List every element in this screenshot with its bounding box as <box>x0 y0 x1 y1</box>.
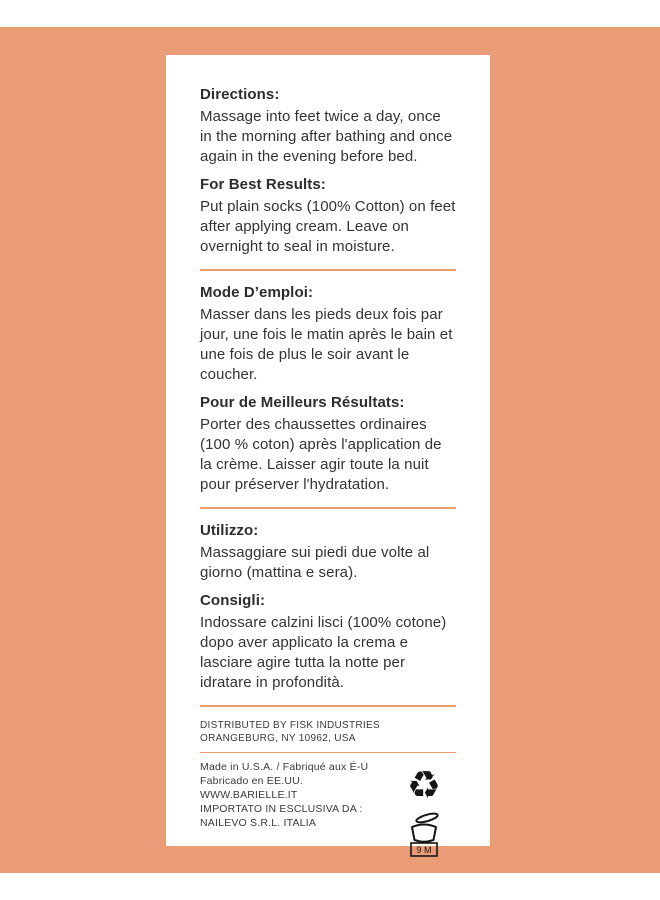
section-divider <box>200 705 456 707</box>
utilizzo-body: Massaggiare sui piedi due volte al giorno (mattina e sera). <box>200 544 430 581</box>
directions-body: Massage into feet twice a day, once in the morning after bathing and once again in the evening before bed. <box>200 108 453 165</box>
import-line: IMPORTATO IN ESCLUSIVA DA : <box>200 803 363 815</box>
section-french <box>200 283 456 495</box>
section-footer <box>200 719 456 890</box>
consigli-heading: Consigli: <box>200 592 266 609</box>
pao-label: 9 M <box>416 845 432 855</box>
directions-heading: Directions: <box>200 86 280 103</box>
section-divider <box>200 507 456 509</box>
website-line: WWW.BARIELLE.IT <box>200 789 298 801</box>
section-italian <box>200 521 456 693</box>
footer-divider <box>200 752 456 753</box>
meilleurs-resultats-body: Porter des chaussettes ordinaires (100 % coton) après l'application de la crème. Laisser agir toute la nuit pour préserver l'hydratation. <box>200 416 442 493</box>
utilizzo-heading: Utilizzo: <box>200 522 259 539</box>
meilleurs-resultats-heading: Pour de Meilleurs Résultats: <box>200 394 405 411</box>
section-divider <box>200 269 456 271</box>
label-panel <box>166 55 490 855</box>
footer-row <box>200 760 456 890</box>
mode-demploi-heading: Mode D’emploi: <box>200 284 314 301</box>
best-results-body: Put plain socks (100% Cotton) on feet after applying cream. Leave on overnight to seal in moisture. <box>200 198 456 255</box>
import-line: NAILEVO S.R.L. ITALIA <box>200 817 317 829</box>
pao-jar-icon <box>402 810 446 858</box>
made-in-line: Made in U.S.A. / Fabriqué aux É-U <box>200 761 369 773</box>
section-english <box>200 85 456 257</box>
made-in-line: Fabricado en EE.UU. <box>200 775 304 787</box>
distributor-line: DISTRIBUTED BY FISK INDUSTRIES <box>200 720 380 731</box>
footer-icons <box>398 763 450 858</box>
consigli-body: Indossare calzini lisci (100% cotone) dopo aver applicato la crema e lasciare agire tutta la notte per idratare in profondità. <box>200 614 447 691</box>
footer-text-block <box>200 760 400 830</box>
best-results-heading: For Best Results: <box>200 176 326 193</box>
recycle-icon: ♻ <box>406 763 442 807</box>
distributor-line: ORANGEBURG, NY 10962, USA <box>200 733 356 744</box>
mode-demploi-body: Masser dans les pieds deux fois par jour, une fois le matin après le bain et une fois de plus le soir avant le coucher. <box>200 306 453 383</box>
